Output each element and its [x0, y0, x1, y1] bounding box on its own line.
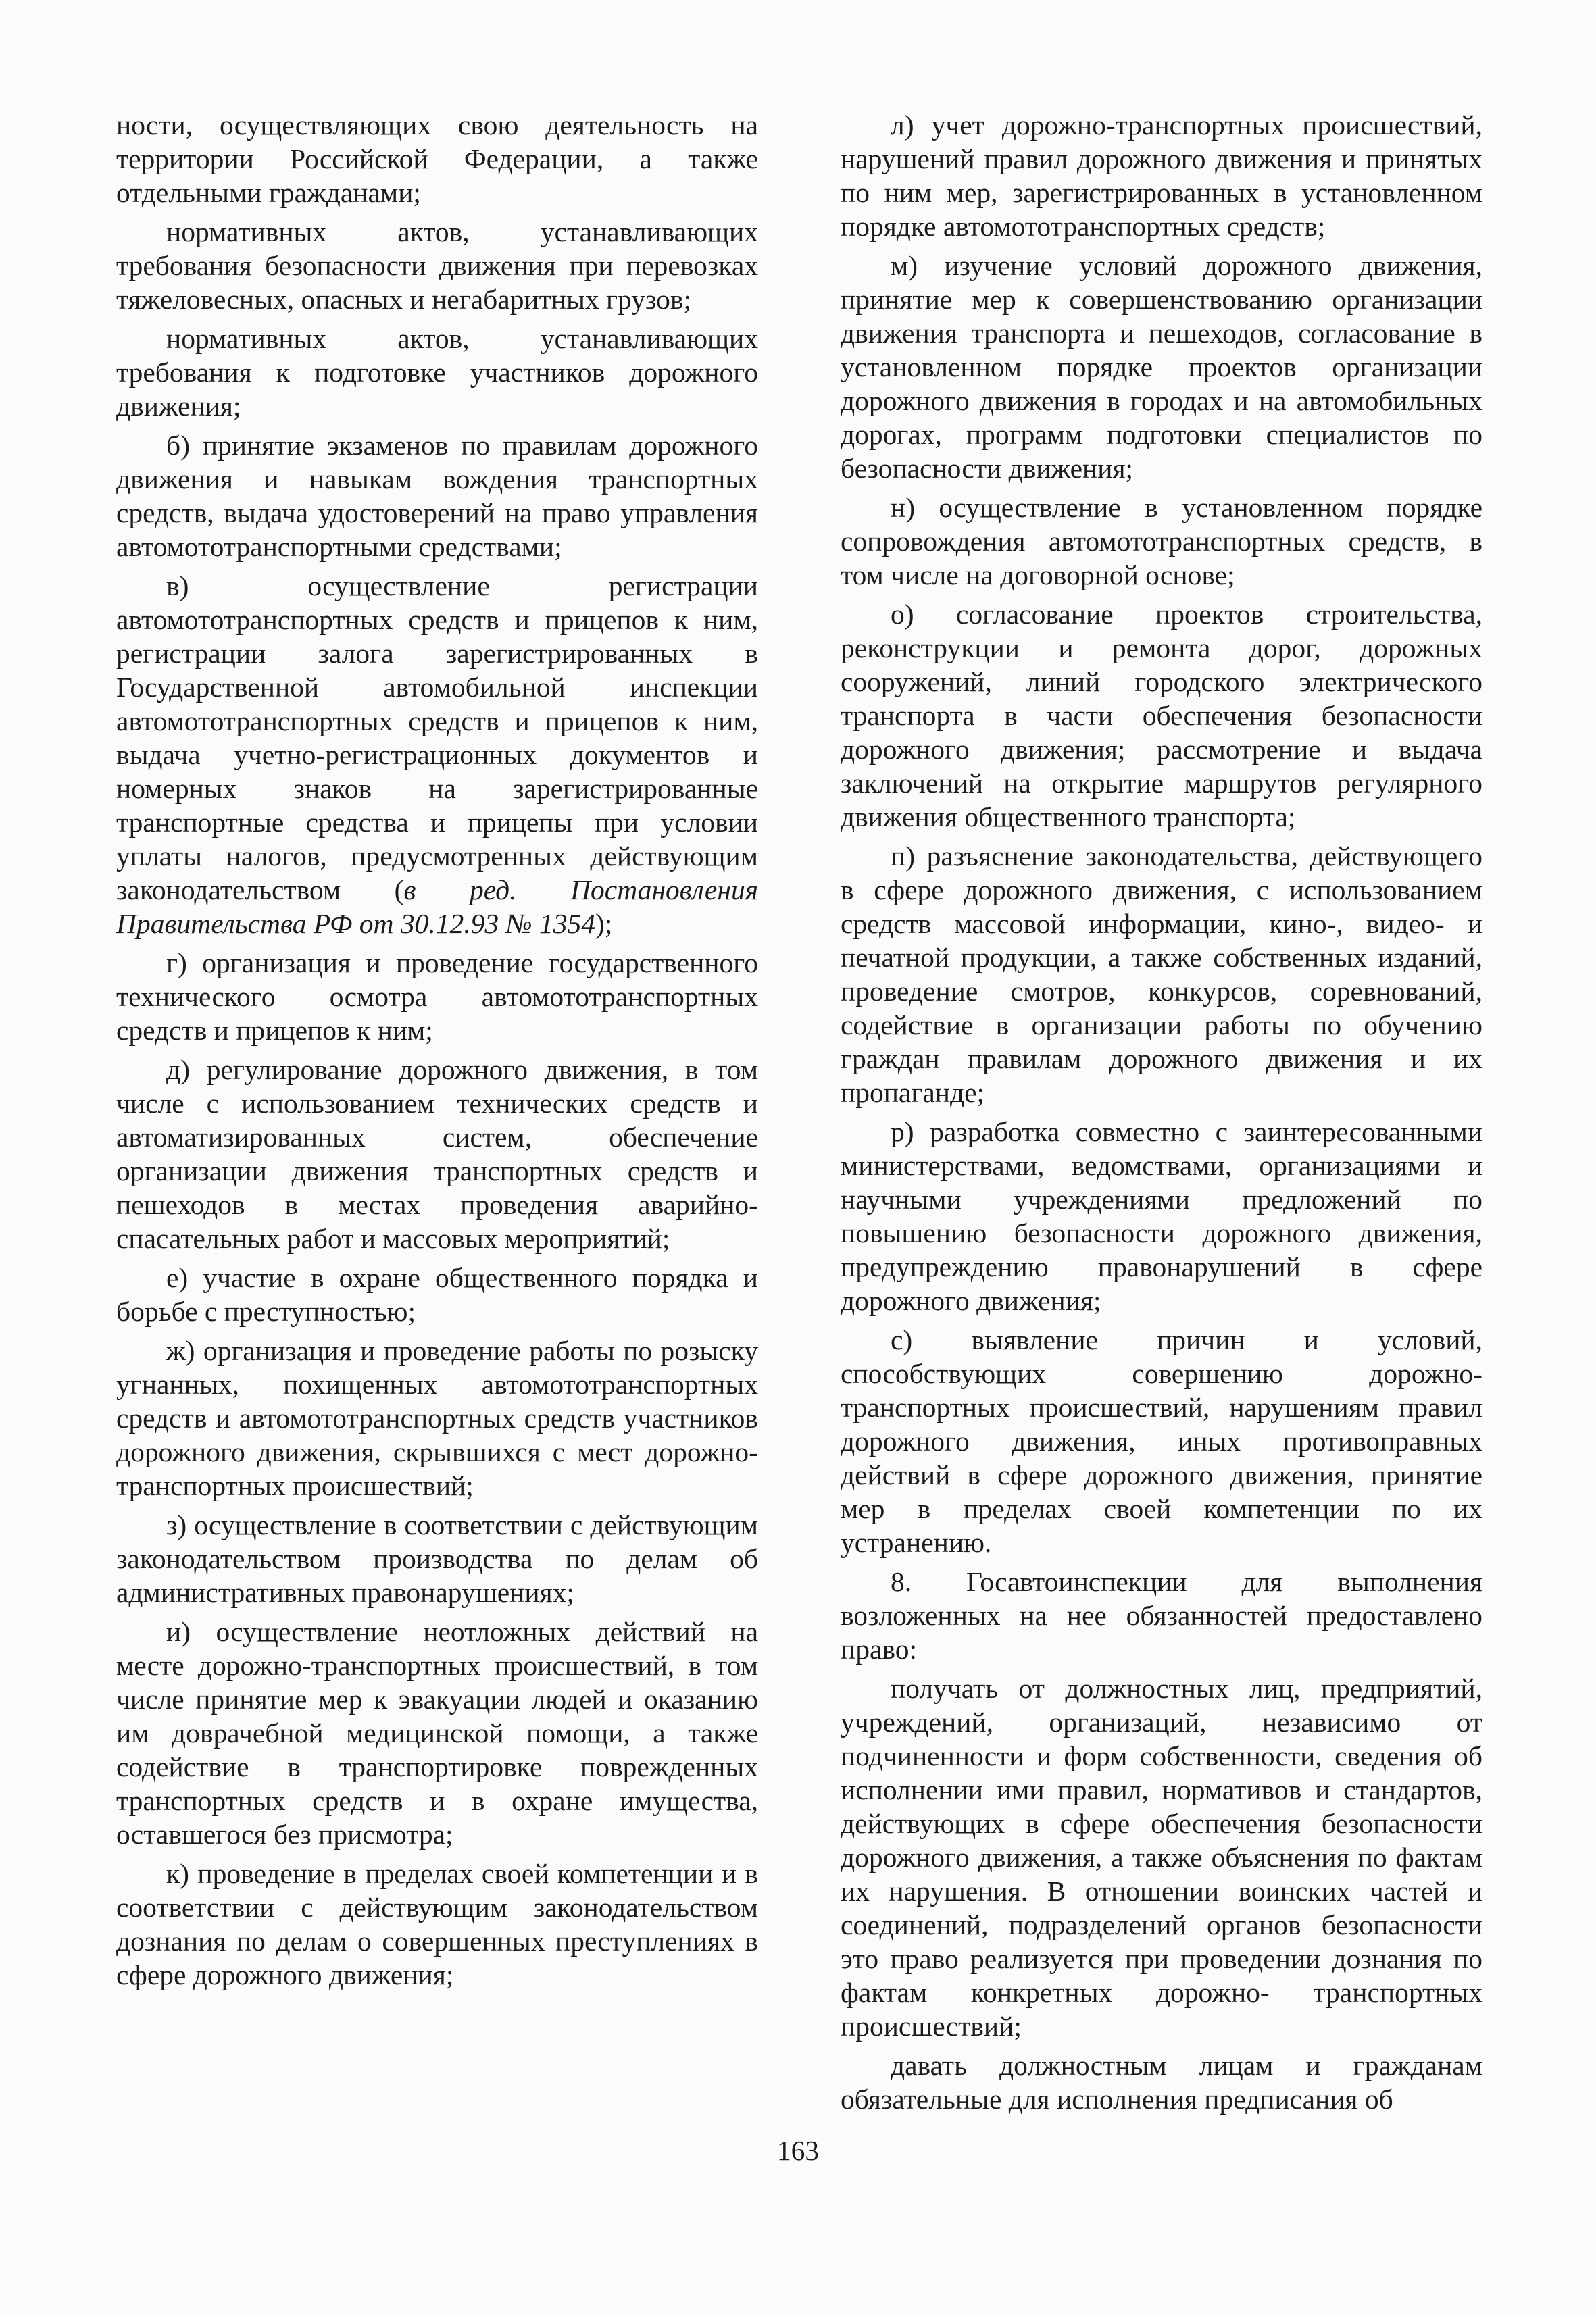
paragraph-text: д) регулирование дорожного движения, в том числе с использованием технических средств и автоматизированных систем, обеспечение организации движения транспортных средств и пешеходов в местах проведения аварийно-спасательных работ и массовых мероприятий; — [116, 1054, 758, 1254]
paragraph-text: нормативных актов, устанавливающих требования к подготовке участников дорожного движения; — [116, 323, 758, 422]
paragraph — [841, 1671, 1482, 2043]
paragraph-text: р) разработка совместно с заинтересованными министерствами, ведомствами, организациями и научными учреждениями предложений по повышению безопасности дорожного движения, предупреждению правонарушений в сфере дорожного движения; — [841, 1116, 1482, 1316]
paragraph — [841, 1323, 1482, 1559]
paragraph — [841, 597, 1482, 834]
paragraph-text: получать от должностных лиц, предприятий, учреждений, организаций, независимо от подчиненности и форм собственности, сведения об исполнении ими правил, нормативов и стандартов, действующих в сфере обеспечения безопасности дорожного движения, а также объяснения по фактам их нарушения. В отношении воинских частей и соединений, подразделений органов безопасности это право реализуется при проведении дознания по фактам конкретных дорожно- транспортных происшествий; — [841, 1673, 1482, 2042]
paragraph — [841, 1115, 1482, 1317]
paragraph — [116, 1857, 758, 1992]
paragraph — [116, 1508, 758, 1609]
paragraph — [116, 946, 758, 1047]
paragraph — [116, 1261, 758, 1328]
paragraph — [116, 1053, 758, 1255]
paragraph-text: н) осуществление в установленном порядке сопровождения автомототранспортных средств, в том числе на договорной основе; — [841, 492, 1482, 590]
paragraph-text: г) организация и проведение государственного технического осмотра автомототранспортных средств и прицепов к ним; — [116, 947, 758, 1046]
right-column — [841, 108, 1482, 2121]
paragraph — [841, 491, 1482, 592]
paragraph — [116, 569, 758, 940]
paragraph-text: л) учет дорожно-транспортных происшествий, нарушений правил дорожного движения и принятых по ним мер, зарегистрированных в установленном порядке автомототранспортных средств; — [841, 109, 1482, 242]
paragraph — [841, 2048, 1482, 2116]
paragraph — [841, 1565, 1482, 1666]
citation-text: в ред. Постановления Правительства РФ от 30.12.93 № 1354 — [116, 874, 758, 939]
paragraph-text: давать должностным лицам и гражданам обязательные для исполнения предписания об — [841, 2050, 1482, 2115]
paragraph-text: о) согласование проектов строительства, реконструкции и ремонта дорог, дорожных сооружений, линий городского электрического транспорта в части обеспечения безопасности дорожного движения; рассмотрение и выдача заключений на открытие маршрутов регулярного движения общественного транспорта; — [841, 599, 1482, 832]
paragraph-text: к) проведение в пределах своей компетенции и в соответствии с действующим законодательством дознания по делам о совершенных преступлениях в сфере дорожного движения; — [116, 1858, 758, 1990]
paragraph-text: и) осуществление неотложных действий на месте дорожно-транспортных происшествий, в том числе принятие мер к эвакуации людей и оказанию им доврачебной медицинской помощи, а также содействие в транспортировке поврежденных транспортных средств и в охране имущества, оставшегося без присмотра; — [116, 1616, 758, 1850]
page-number: 163 — [776, 2135, 820, 2166]
paragraph-text: ж) организация и проведение работы по розыску угнанных, похищенных автомототранспортных средств и автомототранспортных средств участников дорожного движения, скрывшихся с мест дорожно-транспортных происшествий; — [116, 1335, 758, 1501]
paragraph-text: з) осуществление в соответствии с действующим законодательством производства по делам об административных правонарушениях; — [116, 1509, 758, 1608]
paragraph — [116, 108, 758, 209]
paragraph-text-end: ); — [595, 908, 613, 939]
paragraph-text: е) участие в охране общественного порядка и борьбе с преступностью; — [116, 1262, 758, 1327]
paragraph-text: ности, осуществляющих свою деятельность на территории Российской Федерации, а также отдельными гражданами; — [116, 109, 758, 208]
paragraph-text: 8. Госавтоинспекции для выполнения возложенных на нее обязанностей предоставлено право: — [841, 1566, 1482, 1665]
paragraph-text: с) выявление причин и условий, способствующих совершению дорожно-транспортных происшествий, нарушениям правил дорожного движения, иных противоправных действий в сфере дорожного движения, принятие мер в пределах своей компетенции по их устранению. — [841, 1324, 1482, 1558]
paragraph — [841, 108, 1482, 243]
paragraph — [116, 322, 758, 423]
paragraph — [841, 249, 1482, 485]
left-column — [116, 108, 758, 1997]
paragraph — [116, 428, 758, 563]
paragraph — [841, 839, 1482, 1109]
paragraph — [116, 1615, 758, 1851]
paragraph-text: б) принятие экзаменов по правилам дорожного движения и навыкам вождения транспортных средств, выдача удостоверений на право управления автомототранспортными средствами; — [116, 430, 758, 562]
paragraph-text: нормативных актов, устанавливающих требования безопасности движения при перевозках тяжеловесных, опасных и негабаритных грузов; — [116, 216, 758, 315]
paragraph-text: в) осуществление регистрации автомототранспортных средств и прицепов к ним, регистрации залога зарегистрированных в Государственной автомобильной инспекции автомототранспортных средств и прицепов к ним, выдача учетно-регистрационных документов и номерных знаков на зарегистрированные транспортные средства и прицепы при условии уплаты налогов, предусмотренных действующим законодательством ( — [116, 570, 758, 905]
paragraph-text: м) изучение условий дорожного движения, принятие мер к совершенствованию организации движения транспорта и пешеходов, согласование в установленном порядке проектов организации дорожного движения в городах и на автомобильных дорогах, программ подготовки специалистов по безопасности движения; — [841, 250, 1482, 484]
paragraph — [116, 1334, 758, 1503]
paragraph-text: п) разъяснение законодательства, действующего в сфере дорожного движения, с использованием средств массовой информации, кино-, видео- и печатной продукции, а также собственных изданий, проведение смотров, конкурсов, соревнований, содействие в организации работы по обучению граждан правилам дорожного движения и их пропаганде; — [841, 840, 1482, 1108]
paragraph — [116, 215, 758, 316]
